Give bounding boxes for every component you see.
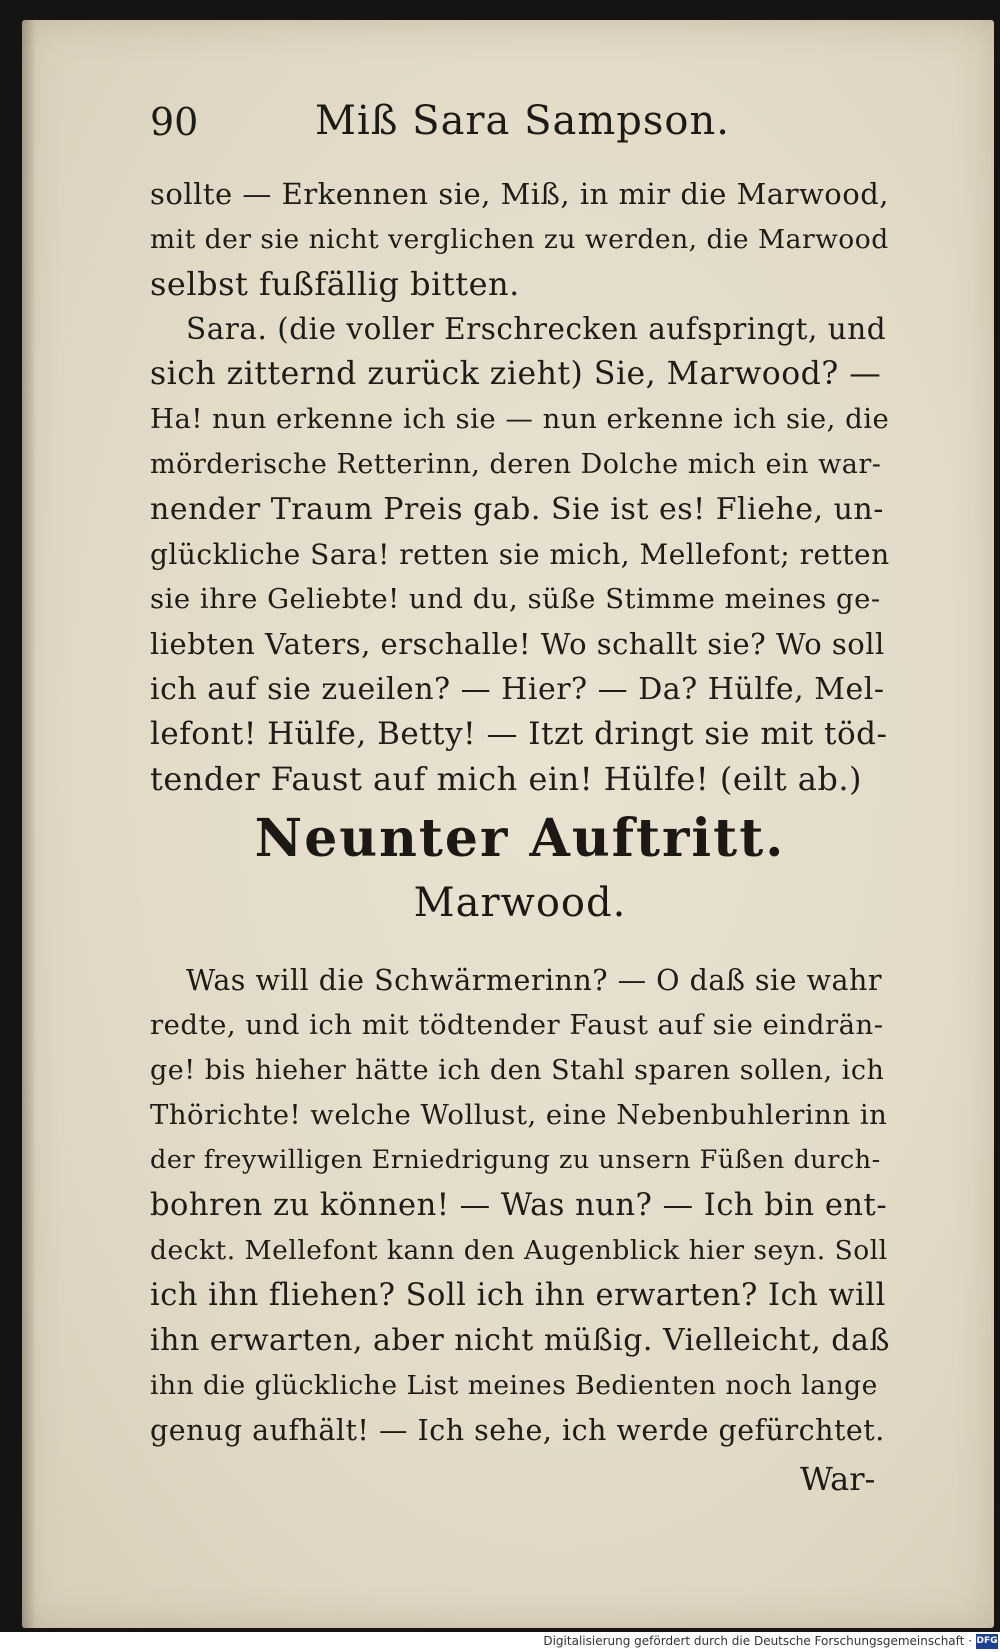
text-line: der freywilligen Erniedrigung zu unsern Füßen durch- xyxy=(150,1145,881,1175)
text-line: ich auf sie zueilen? — Hier? — Da? Hülfe, Mel- xyxy=(150,672,885,707)
text-line: Thörichte! welche Wollust, eine Nebenbuhlerinn in xyxy=(150,1099,888,1131)
text-line: ihn erwarten, aber nicht müßig. Vielleicht, daß xyxy=(150,1323,890,1358)
catchword: War- xyxy=(800,1460,876,1498)
text-line: mörderische Retterinn, deren Dolche mich ein war- xyxy=(150,449,882,480)
text-line: mit der sie nicht verglichen zu werden, die Marwood xyxy=(150,224,889,255)
text-line: ich ihn fliehen? Soll ich ihn erwarten? Ich will xyxy=(150,1278,886,1313)
paragraph-1 xyxy=(150,172,890,307)
page-gutter-shadow xyxy=(22,20,36,1628)
text-line: genug aufhält! — Ich sehe, ich werde gefürchtet. xyxy=(150,1414,885,1447)
text-line: bohren zu können! — Was nun? — Ich bin ent- xyxy=(150,1188,888,1223)
scene-title: Neunter Auftritt. xyxy=(254,808,786,869)
text-line: deckt. Mellefont kann den Augenblick hier seyn. Soll xyxy=(150,1235,888,1266)
dfg-logo: DFG xyxy=(976,1634,998,1649)
text-line: Was will die Schwärmerinn? — O daß sie wahr xyxy=(186,964,882,997)
text-line: selbst fußfällig bitten. xyxy=(150,265,520,303)
text-line: liebten Vaters, erschalle! Wo schallt sie? Wo soll xyxy=(150,627,885,661)
text-line: nender Traum Preis gab. Sie ist es! Fliehe, un- xyxy=(150,492,884,527)
text-line: Sara. (die voller Erschrecken aufspringt, und xyxy=(186,312,887,346)
footer-credit: Digitalisierung gefördert durch die Deutsche Forschungsgemeinschaft · xyxy=(543,1634,972,1648)
footer-bar xyxy=(0,1632,1000,1652)
running-head: Miß Sara Sampson. xyxy=(315,98,730,144)
text-line: sollte — Erkennen sie, Miß, in mir die Marwood, xyxy=(150,177,889,211)
text-line: sie ihre Geliebte! und du, süße Stimme meines ge- xyxy=(150,583,881,615)
text-line: redte, und ich mit tödtender Faust auf sie eindrän- xyxy=(150,1009,884,1041)
character-name: Marwood. xyxy=(413,880,627,926)
text-line: Ha! nun erkenne ich sie — nun erkenne ich sie, die xyxy=(150,403,890,435)
page-number: 90 xyxy=(150,100,199,144)
text-line: ge! bis hieher hätte ich den Stahl sparen sollen, ich xyxy=(150,1055,885,1086)
text-line: ihn die glückliche List meines Bedienten noch lange xyxy=(150,1370,878,1401)
text-line: glückliche Sara! retten sie mich, Mellefont; retten xyxy=(150,538,890,571)
text-line: sich zitternd zurück zieht) Sie, Marwood? — xyxy=(150,356,882,392)
page-header xyxy=(150,92,890,152)
text-line: tender Faust auf mich ein! Hülfe! (eilt ab.) xyxy=(150,760,862,798)
paragraph-3 xyxy=(150,958,890,1453)
paragraph-2 xyxy=(150,307,890,802)
text-line: lefont! Hülfe, Betty! — Itzt dringt sie mit töd- xyxy=(150,716,888,752)
